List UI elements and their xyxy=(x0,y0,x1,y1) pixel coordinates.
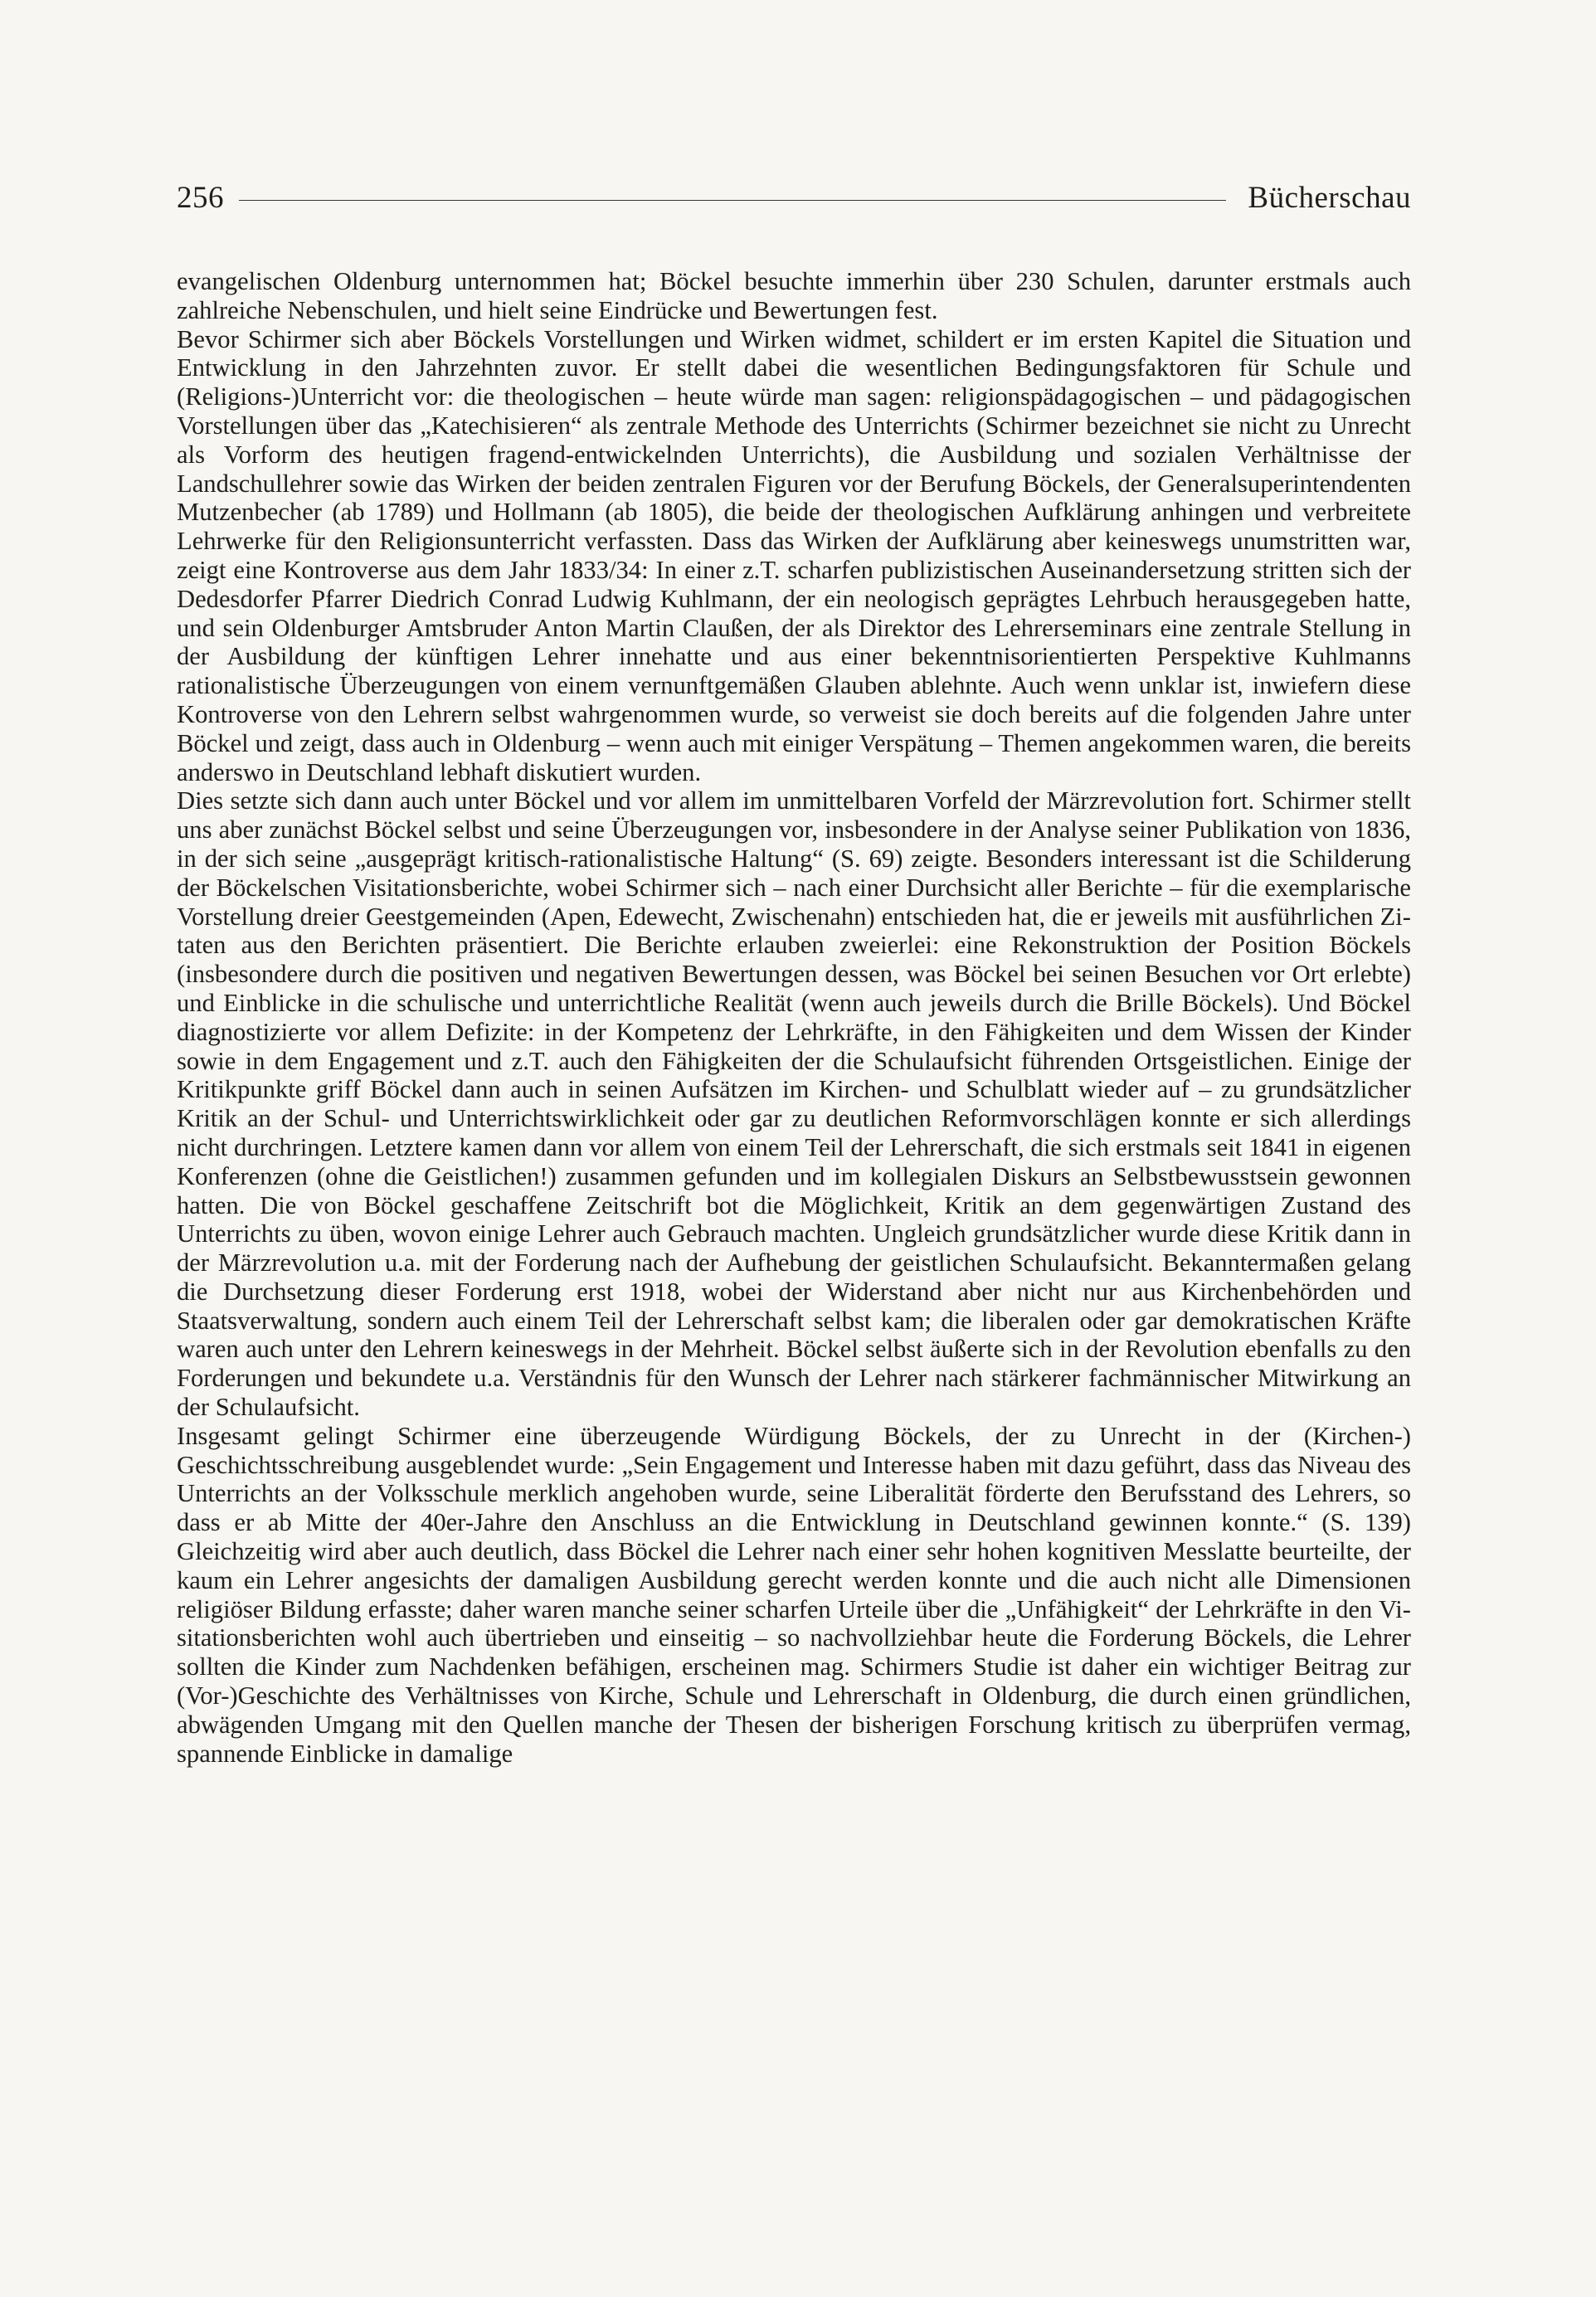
body-text xyxy=(177,267,1411,1768)
page-number: 256 xyxy=(177,180,224,215)
paragraph-3: Dies setzte sich dann auch unter Böckel und vor allem im unmittelbaren Vorfeld der Märzrevolution fort. Schirmer stellt uns aber zunächst Böckel selbst und seine Überzeugungen vor, insbesondere in der Analyse seiner Publikation von 1836, in der sich seine „ausgeprägt kritisch-rationalistische Haltung“ (S. 69) zeigte. Besonders interessant ist die Schilderung der Böckelschen Visitationsberichte, wobei Schirmer sich – nach einer Durchsicht aller Berichte – für die exemplarische Vorstellung dreier Geestgemeinden (Apen, Edewecht, Zwischenahn) entschieden hat, die er jeweils mit ausführlichen Zitaten aus den Berichten präsentiert. Die Berichte erlauben zweierlei: eine Rekonstruktion der Position Böckels (insbesondere durch die positiven und negativen Bewertungen dessen, was Böckel bei seinen Besuchen vor Ort erlebte) und Einblicke in die schulische und unterrichtliche Realität (wenn auch jeweils durch die Brille Böckels). Und Böckel diagnostizierte vor allem Defizite: in der Kompetenz der Lehrkräfte, in den Fähigkeiten und dem Wissen der Kinder sowie in dem Engagement und z.T. auch den Fähigkeiten der die Schulaufsicht führenden Ortsgeistlichen. Einige der Kritikpunkte griff Böckel dann auch in seinen Aufsätzen im Kirchen- und Schulblatt wieder auf – zu grundsätzlicher Kritik an der Schul- und Unterrichtswirklichkeit oder gar zu deutlichen Reformvorschlägen konnte er sich allerdings nicht durchringen. Letztere kamen dann vor allem von einem Teil der Lehrerschaft, die sich erstmals seit 1841 in eigenen Konferenzen (ohne die Geistlichen!) zusammen gefunden und im kollegialen Diskurs an Selbstbewusstsein gewonnen hatten. Die von Böckel geschaffene Zeitschrift bot die Möglichkeit, Kritik an dem gegenwärtigen Zustand des Unterrichts zu üben, wovon einige Lehrer auch Gebrauch machten. Ungleich grundsätzlicher wurde diese Kritik dann in der Märzrevolution u.a. mit der Forderung nach der Aufhebung der geistlichen Schulaufsicht. Bekanntermaßen gelang die Durchsetzung dieser Forderung erst 1918, wobei der Widerstand aber nicht nur aus Kirchenbehörden und Staatsverwaltung, sondern auch einem Teil der Lehrerschaft selbst kam; die liberalen oder gar demokratischen Kräfte waren auch unter den Lehrern keineswegs in der Mehrheit. Böckel selbst äußerte sich in der Revolution ebenfalls zu den Forderungen und bekundete u.a. Verständnis für den Wunsch der Lehrer nach stärkerer fachmännischer Mitwirkung an der Schulaufsicht. xyxy=(177,786,1411,1422)
running-head: Bücherschau xyxy=(1248,180,1411,215)
paragraph-4: Insgesamt gelingt Schirmer eine überzeugende Würdigung Böckels, der zu Unrecht in der (Kirchen-) Geschichtsschreibung ausgeblendet wurde: „Sein Engagement und Interesse haben mit dazu geführt, dass das Niveau des Unterrichts an der Volksschule merklich angehoben wurde, seine Liberalität förderte den Berufsstand des Lehrers, so dass er ab Mitte der 40er-Jahre den Anschluss an die Entwicklung in Deutschland gewinnen konnte.“ (S. 139) Gleichzeitig wird aber auch deutlich, dass Böckel die Lehrer nach einer sehr hohen kognitiven Messlatte beurteilte, der kaum ein Lehrer angesichts der damaligen Ausbildung gerecht werden konnte und die auch nicht alle Dimensionen religiöser Bildung erfasste; daher waren manche seiner scharfen Urteile über die „Unfähigkeit“ der Lehrkräfte in den Visitationsberichten wohl auch übertrieben und einseitig – so nachvollziehbar heute die Forderung Böckels, die Lehrer sollten die Kinder zum Nachdenken befähigen, erscheinen mag. Schirmers Studie ist daher ein wichtiger Beitrag zur (Vor-)Geschichte des Verhältnisses von Kirche, Schule und Lehrerschaft in Oldenburg, die durch einen gründlichen, abwägenden Umgang mit den Quellen manche der Thesen der bisherigen Forschung kritisch zu überprüfen vermag, spannende Einblicke in damalige xyxy=(177,1421,1411,1768)
page-header xyxy=(177,176,1411,219)
paragraph-2: Bevor Schirmer sich aber Böckels Vorstellungen und Wirken widmet, schildert er im ersten Kapitel die Situation und Entwicklung in den Jahrzehnten zuvor. Er stellt dabei die wesentlichen Bedingungsfaktoren für Schule und (Religions-)Unterricht vor: die theologischen – heute würde man sagen: religionspädagogischen – und pädagogischen Vorstellungen über das „Katechisieren“ als zentrale Methode des Unterrichts (Schirmer bezeichnet sie nicht zu Unrecht als Vorform des heutigen fragend-entwickelnden Unterrichts), die Ausbildung und sozialen Verhältnisse der Landschullehrer sowie das Wirken der beiden zentralen Figuren vor der Berufung Böckels, der Generalsuperintendenten Mutzenbecher (ab 1789) und Hollmann (ab 1805), die beide der theologischen Aufklärung anhingen und verbreitete Lehrwerke für den Religionsunterricht verfassten. Dass das Wirken der Aufklärung aber keineswegs unumstritten war, zeigt eine Kontroverse aus dem Jahr 1833/34: In einer z.T. scharfen publizistischen Auseinandersetzung stritten sich der Dedesdorfer Pfarrer Diedrich Conrad Ludwig Kuhlmann, der ein neologisch geprägtes Lehrbuch herausgegeben hatte, und sein Oldenburger Amtsbruder Anton Martin Claußen, der als Direktor des Lehrerseminars eine zentrale Stellung in der Ausbildung der künftigen Lehrer innehatte und aus einer bekenntnisorientierten Perspektive Kuhlmanns rationalistische Überzeugungen von einem vernunftgemäßen Glauben ablehnte. Auch wenn unklar ist, inwiefern diese Kontroverse von den Lehrern selbst wahrgenommen wurde, so verweist sie doch bereits auf die folgenden Jahre unter Böckel und zeigt, dass auch in Oldenburg – wenn auch mit einiger Verspätung – Themen angekommen waren, die bereits anderswo in Deutschland lebhaft diskutiert wurden. xyxy=(177,324,1411,786)
header-rule xyxy=(239,200,1226,201)
paragraph-1: evangelischen Oldenburg unternommen hat; Böckel besuchte immerhin über 230 Schulen, darunter erstmals auch zahlreiche Nebenschulen, und hielt seine Eindrücke und Bewertungen fest. xyxy=(177,267,1411,324)
